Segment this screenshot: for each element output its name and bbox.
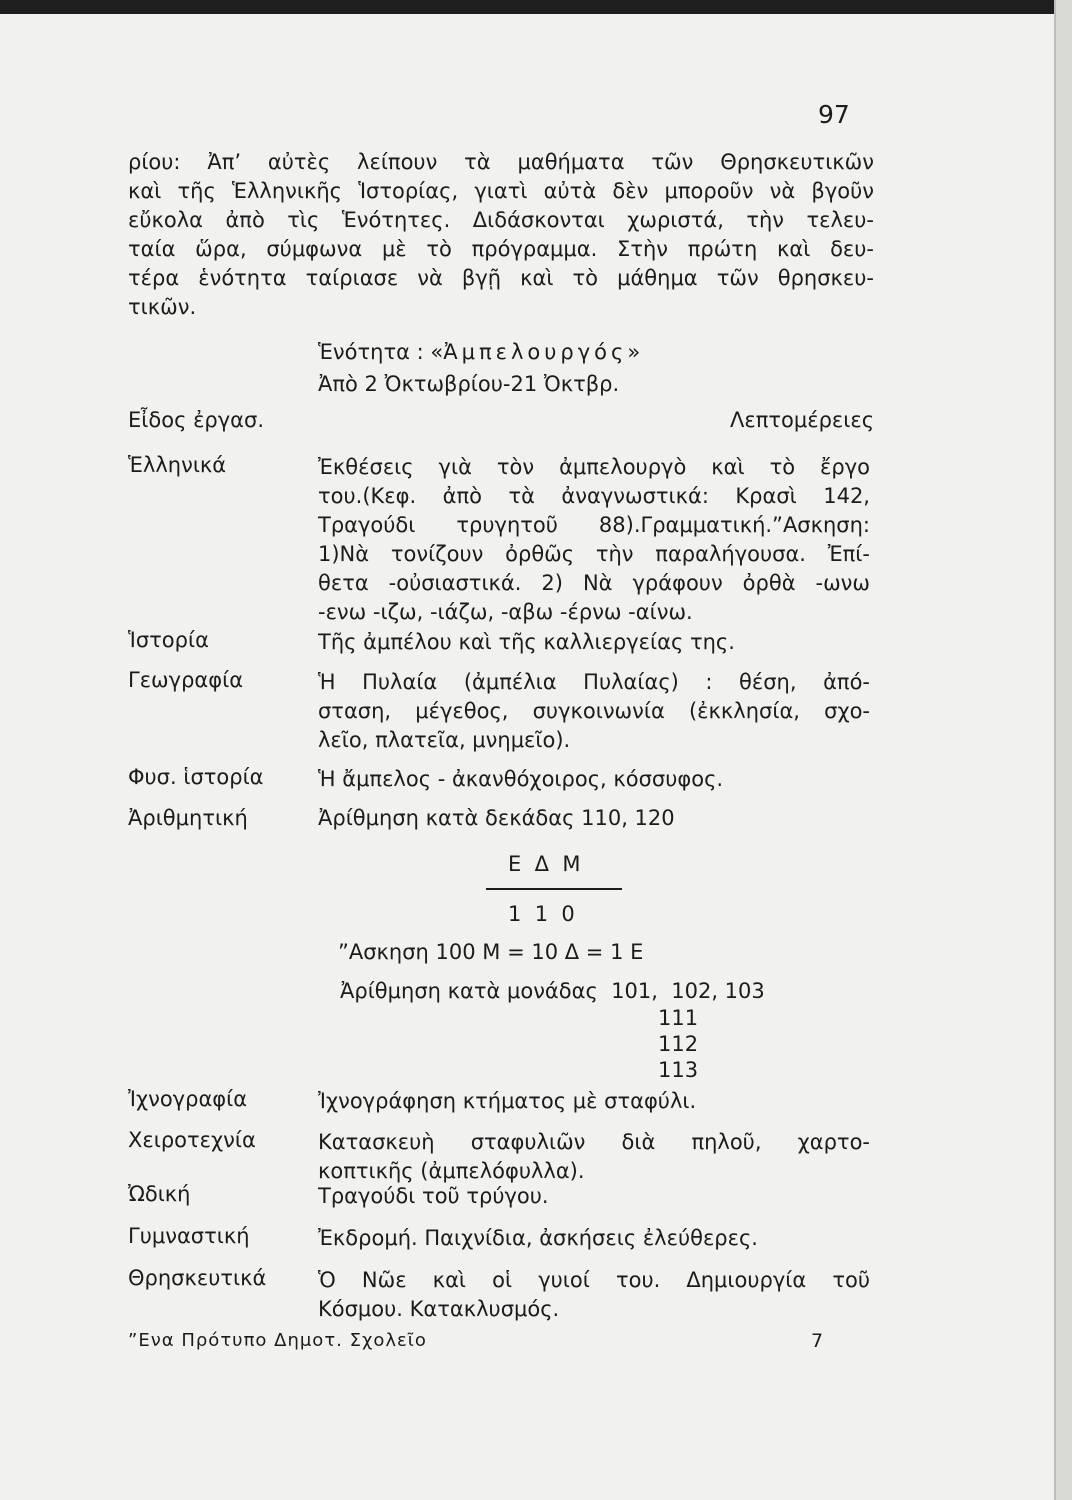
unit-title xyxy=(318,340,640,364)
detail-line: κοπτικῆς (ἀμπελόφυλλα). xyxy=(318,1159,585,1183)
intro-line: ρίου: Ἀπ’ αὐτὲς λείπουν τὰ μαθήματα τῶν Θρησκευτικῶν xyxy=(128,150,874,174)
intro-line: τέρα ἑνότητα ταίριασε νὰ βγῇ καὶ τὸ μάθημα τῶν θρησκευ- xyxy=(128,266,874,290)
detail-line: Ὁ Νῶε καὶ οἱ γυιοί του. Δημιουργία τοῦ xyxy=(318,1268,870,1292)
column-header-details: Λεπτομέρειες xyxy=(730,408,875,432)
greek-details xyxy=(318,453,870,627)
place-value-digits: 1 1 0 xyxy=(508,902,575,926)
history-details: Τῆς ἀμπέλου καὶ τῆς καλλιεργείας της. xyxy=(318,630,735,654)
scan-right-edge xyxy=(1054,0,1072,1500)
intro-paragraph xyxy=(128,148,874,322)
subject-geography: Γεωγραφία xyxy=(128,668,244,692)
place-value-header: Ε Δ Μ xyxy=(508,852,581,876)
place-value-rule xyxy=(486,888,622,890)
footer-signature-number: 7 xyxy=(811,1330,824,1352)
arithmetic-line: Ἀρίθμηση κατὰ δεκάδας 110, 120 xyxy=(318,806,675,830)
unit-label: Ἑνότητα : xyxy=(318,340,424,364)
detail-line: 1)Νὰ τονίζουν ὀρθῶς τὴν παραλήγουσα. Ἐπί- xyxy=(318,542,870,566)
detail-line: -ενω -ιζω, -ιάζω, -αβω -έρνω -αίνω. xyxy=(318,600,693,624)
natural-history-details: Ἡ ἄμπελος - ἀκανθόχοιρος, κόσσυφος. xyxy=(318,767,724,791)
unit-open-quote: « xyxy=(430,340,444,364)
religion-details xyxy=(318,1266,870,1324)
detail-line: θετα -οὐσιαστικά. 2) Νὰ γράφουν ὀρθὰ -ωνω xyxy=(318,571,870,595)
footer-book-title: ”Ενα Πρότυπο Δημοτ. Σχολεῖο xyxy=(128,1330,427,1351)
arithmetic-exercise: ”Ασκηση 100 Μ = 10 Δ = 1 Ε xyxy=(338,940,644,964)
unit-dates: Ἀπὸ 2 Ὀκτωβρίου-21 Ὀκτβρ. xyxy=(318,372,620,396)
arithmetic-units-line: Ἀρίθμηση κατὰ μονάδας 101, 102, 103 xyxy=(340,979,765,1003)
subject-arithmetic: Ἀριθμητική xyxy=(128,806,248,830)
detail-line: Κατασκευὴ σταφυλιῶν διὰ πηλοῦ, χαρτο- xyxy=(318,1130,870,1154)
scan-top-edge xyxy=(0,0,1072,14)
subject-history: Ἱστορία xyxy=(128,628,209,652)
arithmetic-list-item: 113 xyxy=(658,1058,699,1082)
intro-line: καὶ τῆς Ἑλληνικῆς Ἱστορίας, γιατὶ αὐτὰ δὲν μποροῦν νὰ βγοῦν xyxy=(128,179,874,203)
detail-line: του.(Κεφ. ἀπὸ τὰ ἀναγνωστικά: Κρασὶ 142, xyxy=(318,484,870,508)
subject-greek: Ἑλληνικά xyxy=(128,453,227,477)
intro-line: εὔκολα ἀπὸ τὶς Ἑνότητες. Διδάσκονται χωριστά, τὴν τελευ- xyxy=(128,208,874,232)
geography-details xyxy=(318,668,870,755)
subject-handicraft: Χειροτεχνία xyxy=(128,1128,256,1152)
arithmetic-list-item: 112 xyxy=(658,1032,699,1056)
detail-line: σταση, μέγεθος, συγκοινωνία (ἐκκλησία, σχο- xyxy=(318,699,870,723)
page-number: 97 xyxy=(818,100,850,129)
subject-music: Ὠδική xyxy=(128,1182,191,1206)
unit-name: Ἀμπελουργός xyxy=(443,340,628,364)
drawing-details: Ἰχνογράφηση κτήματος μὲ σταφύλι. xyxy=(318,1089,697,1113)
detail-line: Ἐκθέσεις γιὰ τὸν ἀμπελουργὸ καὶ τὸ ἔργο xyxy=(318,455,870,479)
detail-line: Τραγούδι τρυγητοῦ 88).Γραμματική.”Ασκηση: xyxy=(318,513,870,537)
music-details: Τραγούδι τοῦ τρύγου. xyxy=(318,1184,549,1208)
detail-line: λεῖο, πλατεῖα, μνημεῖο). xyxy=(318,728,571,752)
column-header-type: Εἶδος ἐργασ. xyxy=(128,408,265,432)
subject-gymnastics: Γυμναστική xyxy=(128,1224,250,1248)
subject-religion: Θρησκευτικά xyxy=(128,1266,267,1290)
handicraft-details xyxy=(318,1128,870,1186)
detail-line: Κόσμου. Κατακλυσμός. xyxy=(318,1297,560,1321)
subject-drawing: Ἰχνογραφία xyxy=(128,1087,248,1111)
unit-close-quote: » xyxy=(627,340,641,364)
intro-line: ταία ὥρα, σύμφωνα μὲ τὸ πρόγραμμα. Στὴν πρώτη καὶ δευ- xyxy=(128,237,874,261)
gymnastics-details: Ἐκδρομή. Παιχνίδια, ἀσκήσεις ἐλεύθερες. xyxy=(318,1226,758,1250)
arithmetic-list-item: 111 xyxy=(658,1006,699,1030)
intro-line: τικῶν. xyxy=(128,295,197,319)
detail-line: Ἡ Πυλαία (ἀμπέλια Πυλαίας) : θέση, ἀπό- xyxy=(318,670,870,694)
subject-natural-history: Φυσ. ἱστορία xyxy=(128,765,264,789)
